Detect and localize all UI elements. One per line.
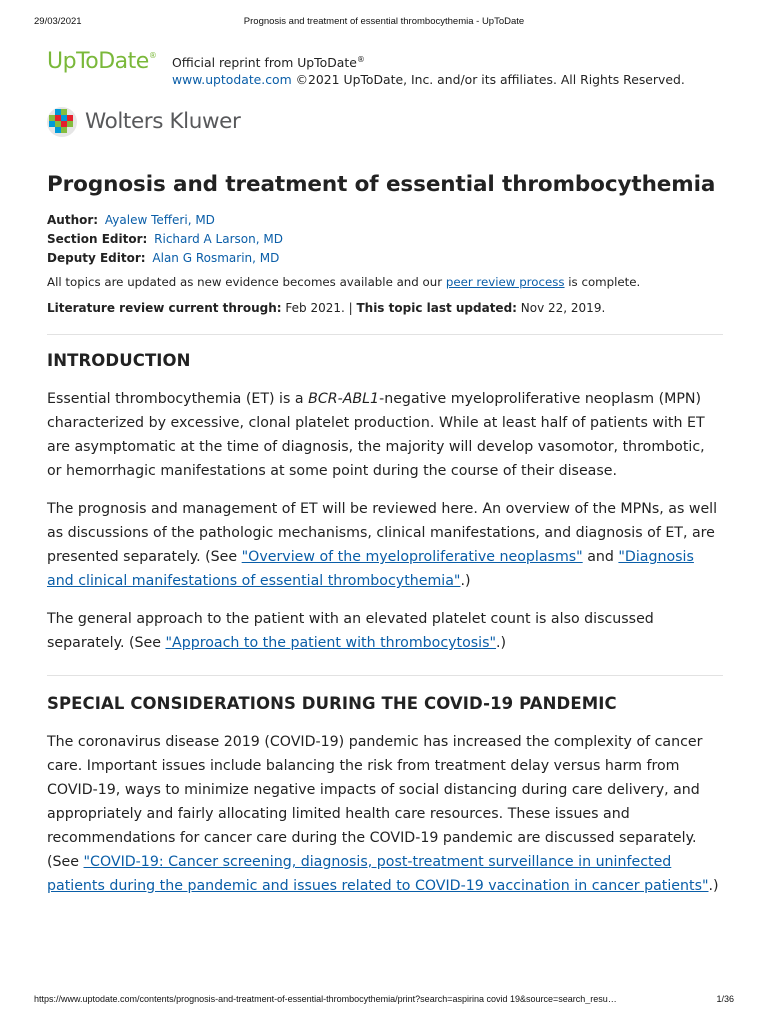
section-heading-introduction: INTRODUCTION [47,351,191,370]
update-notice [47,274,723,291]
intro-p1-text: Essential thrombocythemia (ET) is a [47,391,309,407]
notice-text-post: is complete. [564,275,641,289]
article-credits [47,211,723,268]
deputy-editor-row [47,249,723,268]
intro-p2-text: The prognosis and management of ET will be reviewed here. An overview of the MPNs, as well as discussions of the pathologic mechanisms, clinical manifestations, and diagnosis of ET, are presented separately. (See [47,501,718,565]
uptodate-logo-text: UpToDate [47,49,149,74]
uptodate-logo [47,49,156,74]
literature-review-line [47,300,723,317]
print-date: 29/03/2021 [34,16,82,27]
copyright-text: ©2021 UpToDate, Inc. and/or its affiliates. All Rights Reserved. [291,72,685,88]
intro-p3-end: .) [496,635,507,651]
notice-text-pre: All topics are updated as new evidence becomes available and our [47,275,446,289]
covid-p1-end: .) [708,878,719,894]
wolters-kluwer-wordmark: Wolters Kluwer [85,109,241,134]
intro-paragraph-3 [47,607,723,655]
section-editor-link[interactable]: Richard A Larson, MD [154,232,283,246]
last-updated-value: Nov 22, 2019. [516,301,606,315]
intro-paragraph-2 [47,497,723,593]
thrombocytosis-approach-link[interactable]: "Approach to the patient with thrombocytosis" [165,635,497,651]
section-heading-covid: SPECIAL CONSIDERATIONS DURING THE COVID-19 PANDEMIC [47,694,617,713]
uptodate-logo-mark: ® [148,51,157,60]
covid-paragraph-1 [47,730,723,898]
covid-p1-text: The coronavirus disease 2019 (COVID-19) pandemic has increased the complexity of cancer care. Important issues include balancing the risk from treatment delay versus harm from COVID-19, ways to minimize negative impacts of social distancing during care delivery, and appropriately and fairly allocating limited health care resources. These issues and recommendations for cancer care during the COVID-19 pandemic are discussed separately. (See [47,734,703,870]
section-editor-row [47,230,723,249]
print-page-title: Prognosis and treatment of essential thrombocythemia - UpToDate [243,16,525,27]
deputy-editor-link[interactable]: Alan G Rosmarin, MD [152,251,280,265]
intro-p1-gene: BCR-ABL1 [308,391,380,407]
intro-paragraph-1 [47,387,723,483]
print-page-number: 1/36 [716,994,734,1004]
et-diagnosis-link[interactable]: "Diagnosis and clinical manifestations of essential thrombocythemia" [47,549,694,589]
section-editor-label: Section Editor: [47,232,148,246]
author-row [47,211,723,230]
article [47,172,723,898]
covid-cancer-screening-link[interactable]: "COVID-19: Cancer screening, diagnosis, post-treatment surveillance in uninfected patients during the pandemic and issues related to COVID-19 vaccination in cancer patients" [47,854,709,894]
divider [47,334,723,335]
lit-review-value: Feb 2021. | [281,301,357,315]
intro-p2-end: .) [460,573,471,589]
last-updated-label: This topic last updated: [356,301,517,315]
intro-p1-text-cont: -negative myeloproliferative neoplasm (MPN) characterized by excessive, clonal platelet production. While at least half of patients with ET are asymptomatic at the time of diagnosis, the majority will develop vasomotor, thrombotic, or hemorrhagic manifestations at some point during the course of their disease. [47,391,705,479]
intro-p2-mid: and [582,549,619,565]
mpn-overview-link[interactable]: "Overview of the myeloproliferative neoplasms" [241,549,583,565]
author-link[interactable]: Ayalew Tefferi, MD [104,213,215,227]
author-label: Author: [47,213,99,227]
uptodate-site-link[interactable]: www.uptodate.com [172,72,292,88]
peer-review-link[interactable]: peer review process [445,275,565,289]
wolters-kluwer-mark-icon [47,106,81,138]
lit-review-label: Literature review current through: [47,301,282,315]
print-url: https://www.uptodate.com/contents/prognosis-and-treatment-of-essential-thrombocythemia/print?search=aspirina covid 19&source=search_resu… [34,994,617,1004]
intro-p3-text: The general approach to the patient with an elevated platelet count is also discussed separately. (See [47,611,654,651]
reprint-notice [172,51,732,88]
reprint-line: Official reprint from UpToDate [172,55,357,71]
print-header [0,16,768,30]
deputy-editor-label: Deputy Editor: [47,251,146,265]
article-title: Prognosis and treatment of essential thrombocythemia [47,172,716,197]
reprint-mark: ® [356,55,365,64]
divider [47,675,723,676]
